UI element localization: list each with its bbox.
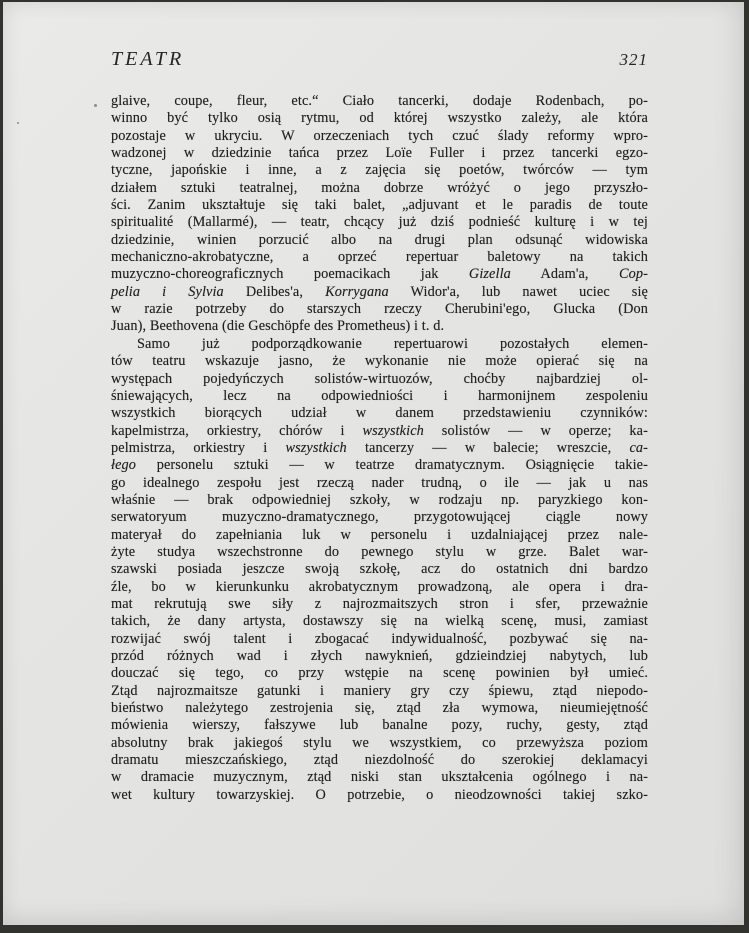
text-line [111, 145, 648, 162]
text-segment: pelia i Sylvia [111, 283, 224, 300]
text-segment: wszystkich [362, 422, 424, 439]
text-segment: douczać się tego, co przy wstępie na scenę powinien był umieć. [111, 665, 648, 682]
text-segment: dramatu mieszczańskiego, ztąd niezdolność do szerokiej deklamacyi [111, 752, 648, 769]
text-segment: Cop- [619, 266, 648, 283]
text-line [111, 162, 648, 179]
text-segment: dziedzinie, winien porzucić albo na drugi plan odsunąć widowiska [111, 231, 648, 248]
text-line [111, 301, 648, 318]
text-line [111, 717, 648, 734]
text-line [111, 579, 648, 596]
text-segment: serwatoryum muzyczno-dramatycznego, przygotowującej ciągle nowy [111, 509, 648, 526]
text-segment: żyte studya wszechstronne do pewnego stylu w grze. Balet war- [111, 543, 648, 560]
text-segment: działem sztuki teatralnej, można dobrze wróżyć o jego przyszło- [111, 179, 648, 196]
page-body [111, 93, 648, 804]
text-line [111, 110, 648, 127]
scan-speck [17, 122, 19, 124]
text-segment: muzyczno-choreograficznych poemacikach jak [111, 266, 469, 283]
paragraph [111, 336, 648, 804]
page-header [111, 48, 648, 71]
text-line [111, 93, 648, 110]
text-segment: Juan), Beethovena (die Geschöpfe des Prometheus) i t. d. [111, 318, 445, 335]
text-segment: źle, bo w kierunkunku akrobatycznym prowadzoną, ale opera i dra- [111, 578, 648, 595]
text-line [111, 318, 648, 335]
text-line [111, 197, 648, 214]
text-line [111, 769, 648, 786]
text-line [111, 457, 648, 474]
text-segment: Gizella [468, 266, 511, 283]
text-line [111, 613, 648, 630]
text-segment: bieństwo należytego zestrojenia się, ztąd zła wymowa, nieumiejętność [111, 700, 648, 717]
text-segment: łego [111, 457, 137, 474]
text-segment: mechaniczno-akrobatyczne, a oprzeć repertuar baletowy na takich [111, 249, 648, 266]
text-segment: mat rekrutują swe siły z najrozmaitszych stron i sfer, przeważnie [111, 595, 648, 612]
text-segment: personelu sztuki — w teatrze dramatycznym. Osiągnięcie takie- [136, 457, 648, 474]
text-segment: tów teatru wskazuje jasno, że wykonanie nie może opierać się na [111, 353, 648, 370]
text-segment: Widor'a, lub nawet uciec się [388, 283, 648, 300]
text-line [111, 214, 648, 231]
text-line [111, 700, 648, 717]
text-segment: rozwijać swój talent i zbogacać indywidualność, pozbywać się na- [111, 630, 648, 647]
text-line [111, 735, 648, 752]
text-line [111, 232, 648, 249]
paragraph [111, 93, 648, 336]
page-number: 321 [619, 50, 648, 69]
text-segment: absolutny brak jakiegoś stylu we wszystkiem, co przewyższa poziom [111, 734, 648, 751]
text-line [111, 180, 648, 197]
text-line [111, 492, 648, 509]
text-segment: Delibes'a, [223, 283, 326, 300]
text-segment: śniewających, lecz na odpowiedniości i harmonijnem zespoleniu [111, 387, 648, 404]
text-segment: w dramacie muzycznym, ztąd niski stan ukształcenia ogólnego i na- [111, 769, 648, 786]
text-segment: występach pojedyńczych solistów-wirtuozów, choćby najbardziej ol- [111, 370, 648, 387]
text-line [111, 683, 648, 700]
text-line [111, 371, 648, 388]
text-segment: takich, że dany artysta, dostawszy się na wielką scenę, musi, zamiast [111, 613, 648, 630]
text-line [111, 440, 648, 457]
text-segment: solistów — w operze; ka- [423, 422, 648, 439]
text-line [111, 128, 648, 145]
text-line [111, 284, 648, 301]
text-line [111, 388, 648, 405]
page-title: TEATR [111, 48, 185, 70]
text-segment: ca- [629, 439, 648, 456]
text-line [111, 665, 648, 682]
text-line [111, 787, 648, 804]
text-line [111, 527, 648, 544]
text-line [111, 475, 648, 492]
text-segment: tancerzy — w balecie; wreszcie, [346, 439, 630, 456]
text-segment: kapelmistrza, orkiestry, chórów i [111, 422, 363, 439]
text-segment: Korrygana [325, 283, 389, 300]
text-segment: Samo już podporządkowanie repertuarowi pozostałych elemen- [137, 335, 648, 352]
text-segment: wet kultury towarzyskiej. O potrzebie, o nieodzowności takiej szko- [111, 786, 648, 803]
text-line [111, 631, 648, 648]
text-segment: pelmistrza, orkiestry i [111, 439, 286, 456]
text-segment: wszystkich biorących udział w danem przedstawieniu czynników: [111, 405, 648, 422]
text-line [111, 266, 648, 283]
text-segment: wadzonej w dziedzinie tańca przez Loïe Fuller i przez tancerki egzo- [111, 145, 648, 162]
text-segment: winno być tylko osią rytmu, od której wszystko zależy, ale która [111, 110, 648, 127]
text-segment: pozostaje w ukryciu. W orzeczeniach tych czuć ślady reformy wpro- [111, 127, 648, 144]
text-line [111, 648, 648, 665]
text-segment: szawski posiada jeszcze swoją szkołę, acz do ostatnich dni bardzo [111, 561, 648, 578]
text-line [111, 405, 648, 422]
text-line [111, 336, 648, 353]
text-segment: go idealnego zespołu jest rzeczą nader trudną, o ile — jak u nas [111, 474, 648, 491]
text-segment: przód różnych wad i złych nawyknień, gdzieindziej nabytych, lub [111, 648, 648, 664]
text-segment: Adam'a, [510, 266, 619, 283]
text-segment: glaive, coupe, fleur, etc.“ Ciało tancerki, dodaje Rodenbach, po- [111, 93, 648, 109]
text-segment: mówienia wierszy, fałszywe lub banalne pozy, ruchy, gesty, ztąd [111, 717, 648, 734]
text-line [111, 561, 648, 578]
text-segment: właśnie — brak odpowiedniej szkoły, w rodzaju np. paryzkiego kon- [111, 491, 648, 508]
text-line [111, 544, 648, 561]
text-segment: w razie potrzeby do starszych rzeczy Cherubini'ego, Glucka (Don [111, 301, 648, 318]
text-segment: materyał do zapełniania luk w personelu i uzdalniającej przez nale- [111, 526, 648, 543]
text-line [111, 423, 648, 440]
text-segment: Ztąd najrozmaitsze gatunki i maniery gry czy śpiewu, ztąd niepodo- [111, 682, 648, 699]
text-line [111, 596, 648, 613]
text-line [111, 249, 648, 266]
text-line [111, 752, 648, 769]
text-segment: wszystkich [285, 439, 347, 456]
text-line [111, 353, 648, 370]
text-segment: spiritualité (Mallarmé), — teatr, chcący już dziś podnieść kulturę i w tej [111, 214, 648, 231]
text-segment: ści. Zanim ukształtuje się taki balet, „adjuvant et le paradis de toute [111, 197, 648, 214]
scan-speck [94, 104, 97, 107]
text-segment: tyczne, japońskie i inne, a z zajęcia się poetów, twórców — tym [111, 162, 648, 179]
text-line [111, 509, 648, 526]
